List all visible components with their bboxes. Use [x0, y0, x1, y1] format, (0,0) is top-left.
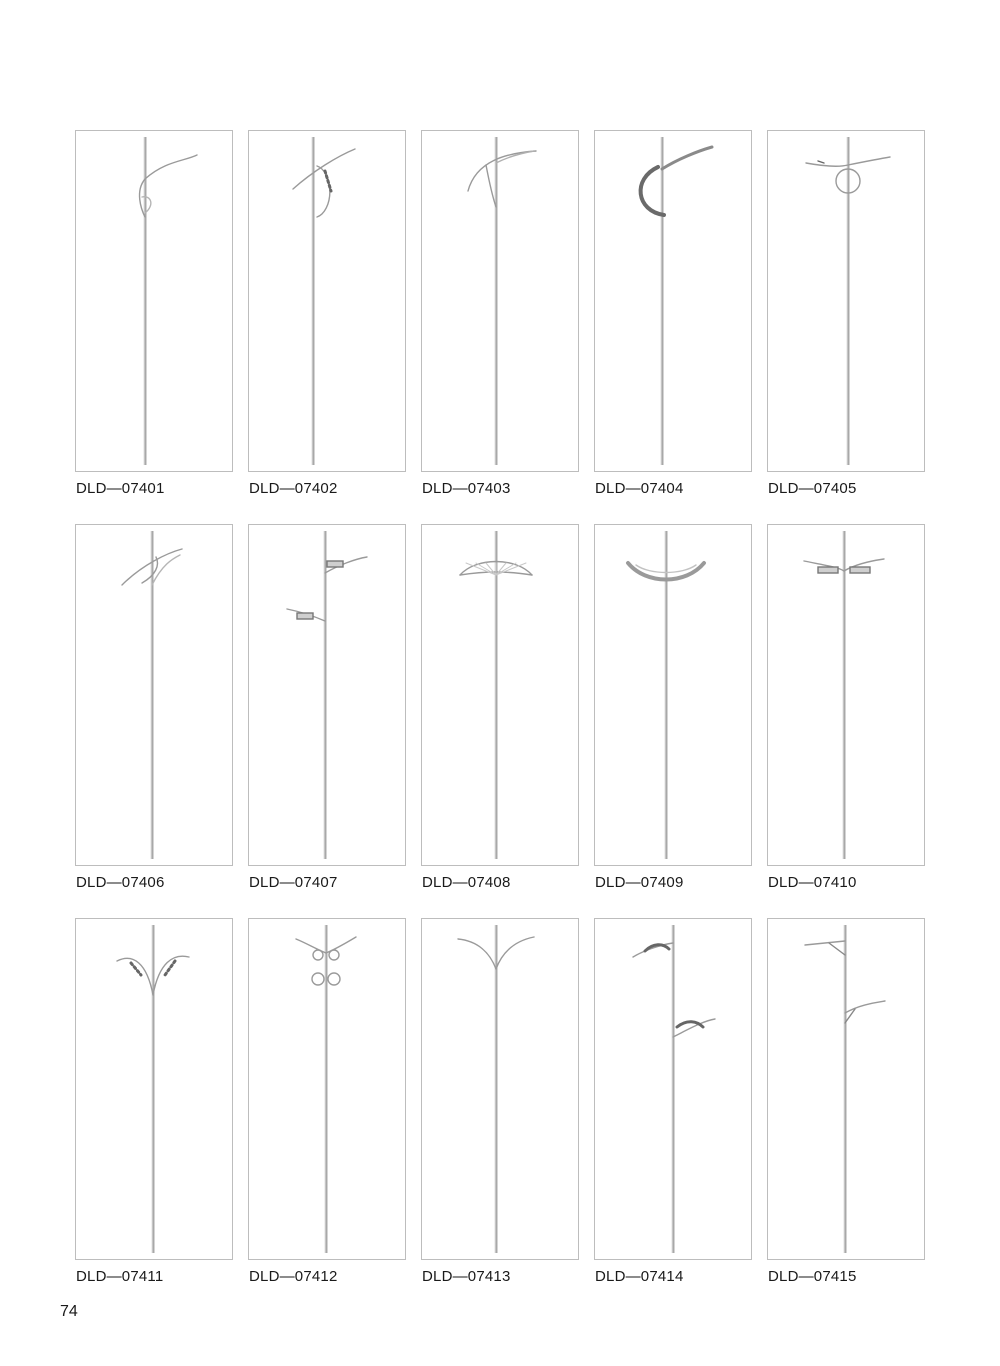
street-lamp-illustration	[422, 919, 580, 1261]
product-card	[767, 524, 925, 894]
street-lamp-illustration	[249, 919, 407, 1261]
product-image-frame	[767, 130, 925, 472]
street-lamp-illustration	[249, 131, 407, 473]
product-image-frame	[767, 918, 925, 1260]
product-grid	[75, 130, 927, 1290]
product-code: DLD—07404	[595, 480, 684, 497]
product-card	[75, 918, 233, 1288]
lamp-head-single-leaf-arm	[468, 151, 536, 207]
page-number: 74	[60, 1303, 78, 1320]
product-card	[248, 524, 406, 894]
product-card	[767, 130, 925, 500]
street-lamp-illustration	[76, 131, 234, 473]
product-code: DLD—07408	[422, 874, 511, 891]
product-card	[248, 918, 406, 1288]
product-card	[594, 918, 752, 1288]
product-image-frame	[75, 130, 233, 472]
street-lamp-illustration	[768, 919, 926, 1261]
product-code: DLD—07410	[768, 874, 857, 891]
product-code: DLD—07407	[249, 874, 338, 891]
product-card	[767, 918, 925, 1288]
product-card	[75, 524, 233, 894]
street-lamp-illustration	[595, 131, 753, 473]
product-image-frame	[594, 918, 752, 1260]
product-code: DLD—07406	[76, 874, 165, 891]
product-card	[594, 524, 752, 894]
product-code: DLD—07402	[249, 480, 338, 497]
product-code: DLD—07411	[76, 1268, 164, 1285]
product-code: DLD—07401	[76, 480, 165, 497]
lamp-head-single-curve-arm	[140, 155, 197, 217]
product-code: DLD—07414	[595, 1268, 684, 1285]
street-lamp-illustration	[595, 525, 753, 867]
product-card	[594, 130, 752, 500]
product-card	[75, 130, 233, 500]
product-card	[421, 524, 579, 894]
street-lamp-illustration	[595, 919, 753, 1261]
product-card	[421, 130, 579, 500]
street-lamp-illustration	[422, 525, 580, 867]
product-code: DLD—07409	[595, 874, 684, 891]
lamp-head-single-hook-arm	[641, 147, 712, 215]
street-lamp-illustration	[76, 919, 234, 1261]
product-image-frame	[767, 524, 925, 866]
street-lamp-illustration	[768, 525, 926, 867]
street-lamp-illustration	[76, 525, 234, 867]
lamp-head-fan-shade	[460, 562, 532, 576]
product-card	[421, 918, 579, 1288]
product-code: DLD—07413	[422, 1268, 511, 1285]
lamp-head-staggered-double-lamp	[287, 557, 367, 621]
product-image-frame	[75, 524, 233, 866]
street-lamp-illustration	[422, 131, 580, 473]
street-lamp-illustration	[249, 525, 407, 867]
product-image-frame	[248, 524, 406, 866]
product-code: DLD—07403	[422, 480, 511, 497]
product-card	[248, 130, 406, 500]
product-image-frame	[421, 524, 579, 866]
product-image-frame	[75, 918, 233, 1260]
product-image-frame	[421, 918, 579, 1260]
lamp-head-single-arm-with-ring	[293, 149, 355, 217]
street-lamp-illustration	[768, 131, 926, 473]
product-image-frame	[594, 130, 752, 472]
product-code: DLD—07405	[768, 480, 857, 497]
product-image-frame	[594, 524, 752, 866]
product-image-frame	[421, 130, 579, 472]
product-code: DLD—07412	[249, 1268, 338, 1285]
product-image-frame	[248, 918, 406, 1260]
product-code: DLD—07415	[768, 1268, 857, 1285]
product-image-frame	[248, 130, 406, 472]
